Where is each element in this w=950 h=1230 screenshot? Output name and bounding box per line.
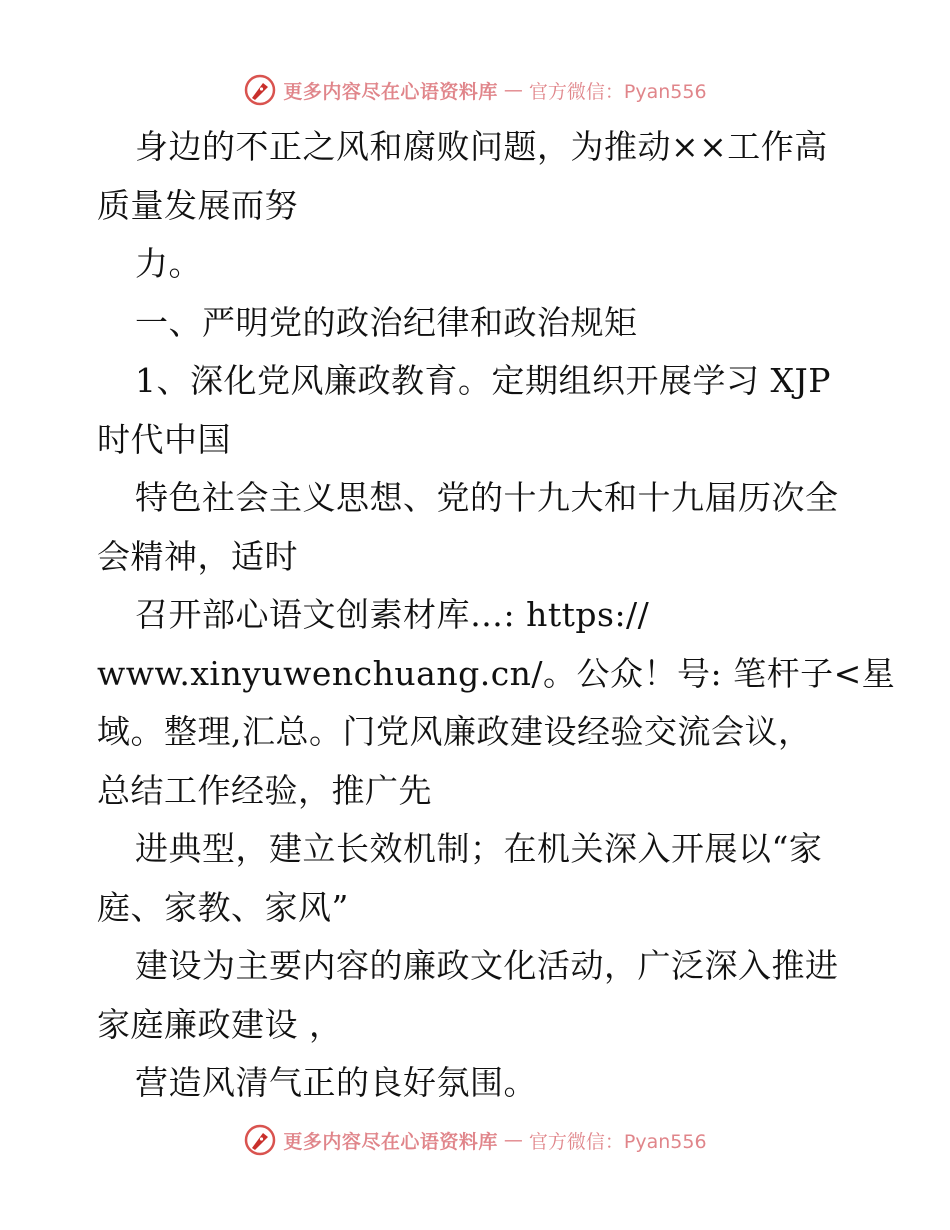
doc-line: 1、深化党风廉政教育。定期组织开展学习 XJP (135, 361, 831, 400)
pen-nib-circle-icon (243, 1123, 277, 1157)
watermark-site-text: 更多内容尽在心语资料库 (283, 80, 498, 103)
document-body (97, 118, 896, 1113)
doc-line: 庭、家教、家风” (97, 887, 349, 927)
doc-line: 质量发展而努 (97, 185, 298, 225)
doc-line: 力。 (135, 244, 202, 283)
doc-line: 进典型，建立长效机制；在机关深入开展以“家 (135, 829, 823, 868)
doc-line: 身边的不正之风和腐败问题，为推动××工作高 (135, 127, 828, 166)
watermark-dash: — (503, 79, 523, 101)
doc-line: www.xinyuwenchuang.cn/。公众！号: 笔杆子<星 (97, 653, 896, 693)
header-watermark (0, 70, 950, 110)
watermark-dash: — (503, 1129, 523, 1151)
doc-line: 特色社会主义思想、党的十九大和十九届历次全 (135, 478, 839, 517)
footer-watermark (0, 1120, 950, 1160)
watermark-site-text: 更多内容尽在心语资料库 (283, 1130, 498, 1153)
watermark-wechat-text: 官方微信：Pyan556 (528, 1130, 707, 1153)
doc-line: 建设为主要内容的廉政文化活动，广泛深入推进 (135, 946, 839, 985)
doc-line: 会精神，适时 (97, 536, 298, 576)
pen-nib-circle-icon (243, 73, 277, 107)
watermark-wechat-text: 官方微信：Pyan556 (528, 80, 707, 103)
doc-line: 召开部心语文创素材库…: https:// (135, 595, 650, 634)
section-heading: 一、严明党的政治纪律和政治规矩 (135, 302, 638, 342)
doc-line: 家庭廉政建设 ， (97, 1004, 343, 1044)
doc-line: 总结工作经验，推广先 (97, 770, 432, 810)
doc-line: 域。整理,汇总。门党风廉政建设经验交流会议， (97, 712, 812, 751)
doc-line: 时代中国 (97, 419, 231, 459)
doc-line: 营造风清气正的良好氛围。 (135, 1063, 537, 1102)
